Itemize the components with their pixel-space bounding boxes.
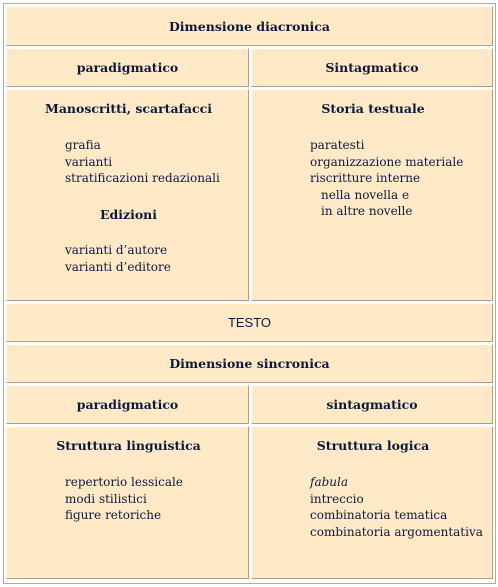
manuscripts-title: Manoscritti, scartafacci xyxy=(45,101,212,116)
diachronic-paradigmatic-header: paradigmatico xyxy=(76,60,179,75)
list-item: combinatoria tematica xyxy=(310,508,448,522)
textual-history-title: Storia testuale xyxy=(321,101,425,116)
diachronic-title-cell xyxy=(6,6,493,46)
linguistic-structure-title: Struttura linguistica xyxy=(56,438,201,453)
synchronic-paradigmatic-header-cell xyxy=(6,385,249,424)
synchronic-title: Dimensione sincronica xyxy=(169,356,330,371)
list-item: combinatoria argomentativa xyxy=(310,524,483,539)
diachronic-syntagmatic-content xyxy=(251,89,493,301)
synchronic-title-cell xyxy=(6,344,493,383)
synchronic-syntagmatic-header: sintagmatico xyxy=(326,397,418,412)
comparison-table xyxy=(3,3,496,584)
list-item: varianti d’editore xyxy=(65,259,171,274)
list-item: repertorio lessicale xyxy=(65,475,183,489)
manuscripts-list xyxy=(65,137,220,187)
list-item: organizzazione materiale xyxy=(310,154,464,169)
list-item: figure retoriche xyxy=(65,508,162,522)
testo-cell xyxy=(6,303,493,342)
list-item: grafia xyxy=(65,138,101,152)
synchronic-paradigmatic-content xyxy=(6,426,249,579)
list-item: varianti d’autore xyxy=(65,243,168,257)
diachronic-paradigmatic-content xyxy=(6,89,249,301)
diachronic-syntagmatic-header-cell xyxy=(251,48,493,87)
list-item: riscritture interne xyxy=(310,171,421,185)
list-item: intreccio xyxy=(310,491,364,506)
synchronic-syntagmatic-header-cell xyxy=(251,385,493,424)
testo-label: TESTO xyxy=(227,315,272,330)
list-subitem: nella novella e xyxy=(321,187,410,202)
list-item: varianti xyxy=(65,154,113,169)
diachronic-title: Dimensione diacronica xyxy=(168,18,331,34)
textual-history-list xyxy=(310,137,463,220)
list-item: paratesti xyxy=(310,138,365,152)
synchronic-paradigmatic-header: paradigmatico xyxy=(76,397,179,412)
list-item: fabula xyxy=(310,475,348,489)
editions-list xyxy=(65,242,171,275)
list-subitem: in altre novelle xyxy=(321,204,413,218)
logical-structure-title: Struttura logica xyxy=(316,438,430,453)
list-item: modi stilistici xyxy=(65,491,147,506)
linguistic-structure-list xyxy=(65,474,183,524)
editions-title: Edizioni xyxy=(99,207,158,222)
diachronic-paradigmatic-header-cell xyxy=(6,48,249,87)
logical-structure-list xyxy=(310,474,483,540)
synchronic-syntagmatic-content xyxy=(251,426,493,579)
diachronic-syntagmatic-header: Sintagmatico xyxy=(325,60,419,75)
list-item: stratificazioni redazionali xyxy=(65,171,220,185)
